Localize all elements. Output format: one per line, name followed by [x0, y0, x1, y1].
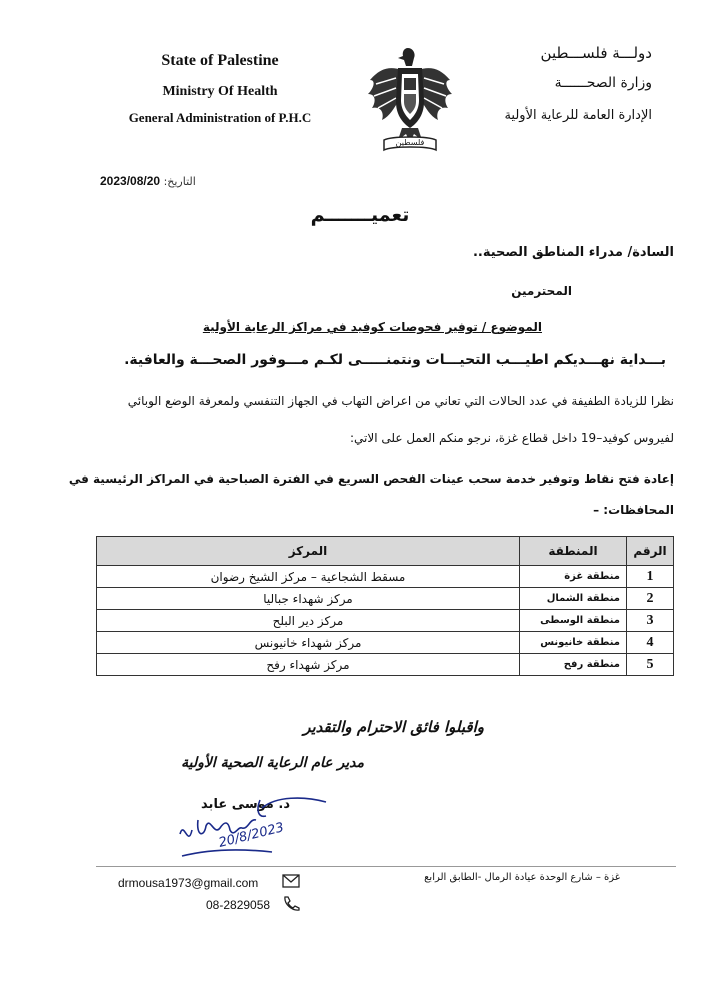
table-row: [97, 654, 674, 676]
row-region: منطقة غزة: [520, 566, 627, 588]
envelope-icon: [282, 874, 300, 888]
row-center: مركز شهداء جباليا: [97, 588, 520, 610]
date-line: [100, 174, 196, 188]
row-region: منطقة خانيونس: [520, 632, 627, 654]
row-region: منطقة الوسطى: [520, 610, 627, 632]
footer-address: غزة – شارع الوحدة عيادة الرمال -الطابق الرابع: [424, 872, 620, 883]
table-row: [97, 632, 674, 654]
table-row: [97, 588, 674, 610]
header-region: المنطقة: [520, 537, 627, 566]
phone-icon: [282, 895, 300, 911]
body-line-1: نظرا للزيادة الطفيفة في عدد الحالات التي تعاني من اعراض التهاب في الجهاز التنفسي ولمعرفة الوضع الوبائي: [127, 394, 674, 408]
addressee: السادة/ مدراء المناطق الصحية..: [472, 245, 674, 260]
document-title: تعميـــــــم: [310, 204, 410, 226]
respected-label: المحترمين: [511, 284, 572, 298]
table-header-row: [97, 537, 674, 566]
row-center: مركز شهداء رفح: [97, 654, 520, 676]
header-center: المركز: [97, 537, 520, 566]
row-region: منطقة الشمال: [520, 588, 627, 610]
table-row: [97, 610, 674, 632]
subject-line: الموضوع / توفير فحوصات كوفيد في مراكز الرعاية الأولية: [202, 320, 542, 334]
row-num: 5: [627, 654, 674, 676]
palestine-eagle-emblem-icon: [362, 44, 458, 156]
date-label: التاريخ:: [163, 175, 196, 188]
row-center: مركز شهداء خانيونس: [97, 632, 520, 654]
footer-phone: 08-2829058: [206, 898, 271, 912]
emblem-caption: فلسطين: [395, 138, 425, 147]
table-row: [97, 566, 674, 588]
header-ar-state: دولـــة فلســـطين: [540, 44, 652, 62]
header-en-state: State of Palestine: [161, 52, 279, 69]
header-ar-administration: الإدارة العامة للرعاية الأولية: [504, 108, 652, 123]
row-num: 3: [627, 610, 674, 632]
row-num: 4: [627, 632, 674, 654]
header-num: الرقم: [627, 537, 674, 566]
header-en-administration: General Administration of P.H.C: [128, 110, 312, 125]
footer-email: drmousa1973@gmail.com: [118, 876, 259, 890]
header-en-ministry: Ministry Of Health: [162, 84, 278, 99]
body-line-2: لفيروس كوفيد–19 داخل قطاع غزة، نرجو منكم العمل على الاتي:: [350, 431, 674, 445]
signature-date-handwriting: 20/8/2023: [217, 820, 286, 851]
closing-line: واقبلوا فائق الاحترام والتقدير: [303, 718, 484, 736]
row-region: منطقة رفح: [520, 654, 627, 676]
header-ar-ministry: وزارة الصحــــــة: [554, 75, 652, 91]
health-centers-table: [96, 536, 674, 676]
row-num: 2: [627, 588, 674, 610]
greeting-line: بـــداية نهـــديكم اطيـــب التحيـــات ونتمنـــــى لكـم مـــوفور الصحـــة والعافية.: [124, 352, 666, 368]
row-num: 1: [627, 566, 674, 588]
instruction-line-2: المحافظات: –: [593, 503, 674, 517]
date-value: 2023/08/20: [100, 174, 161, 188]
row-center: مسقط الشجاعية – مركز الشيخ رضوان: [97, 566, 520, 588]
footer-divider: [96, 866, 676, 867]
signatory-name: د. موسى عابد: [201, 797, 290, 812]
instruction-line-1: إعادة فتح نقاط وتوفير خدمة سحب عينات الفحص السريع في الفترة الصباحية في المراكز الرئيسية في: [68, 472, 674, 486]
signatory-title: مدير عام الرعاية الصحية الأولية: [181, 755, 364, 771]
row-center: مركز دير البلح: [97, 610, 520, 632]
